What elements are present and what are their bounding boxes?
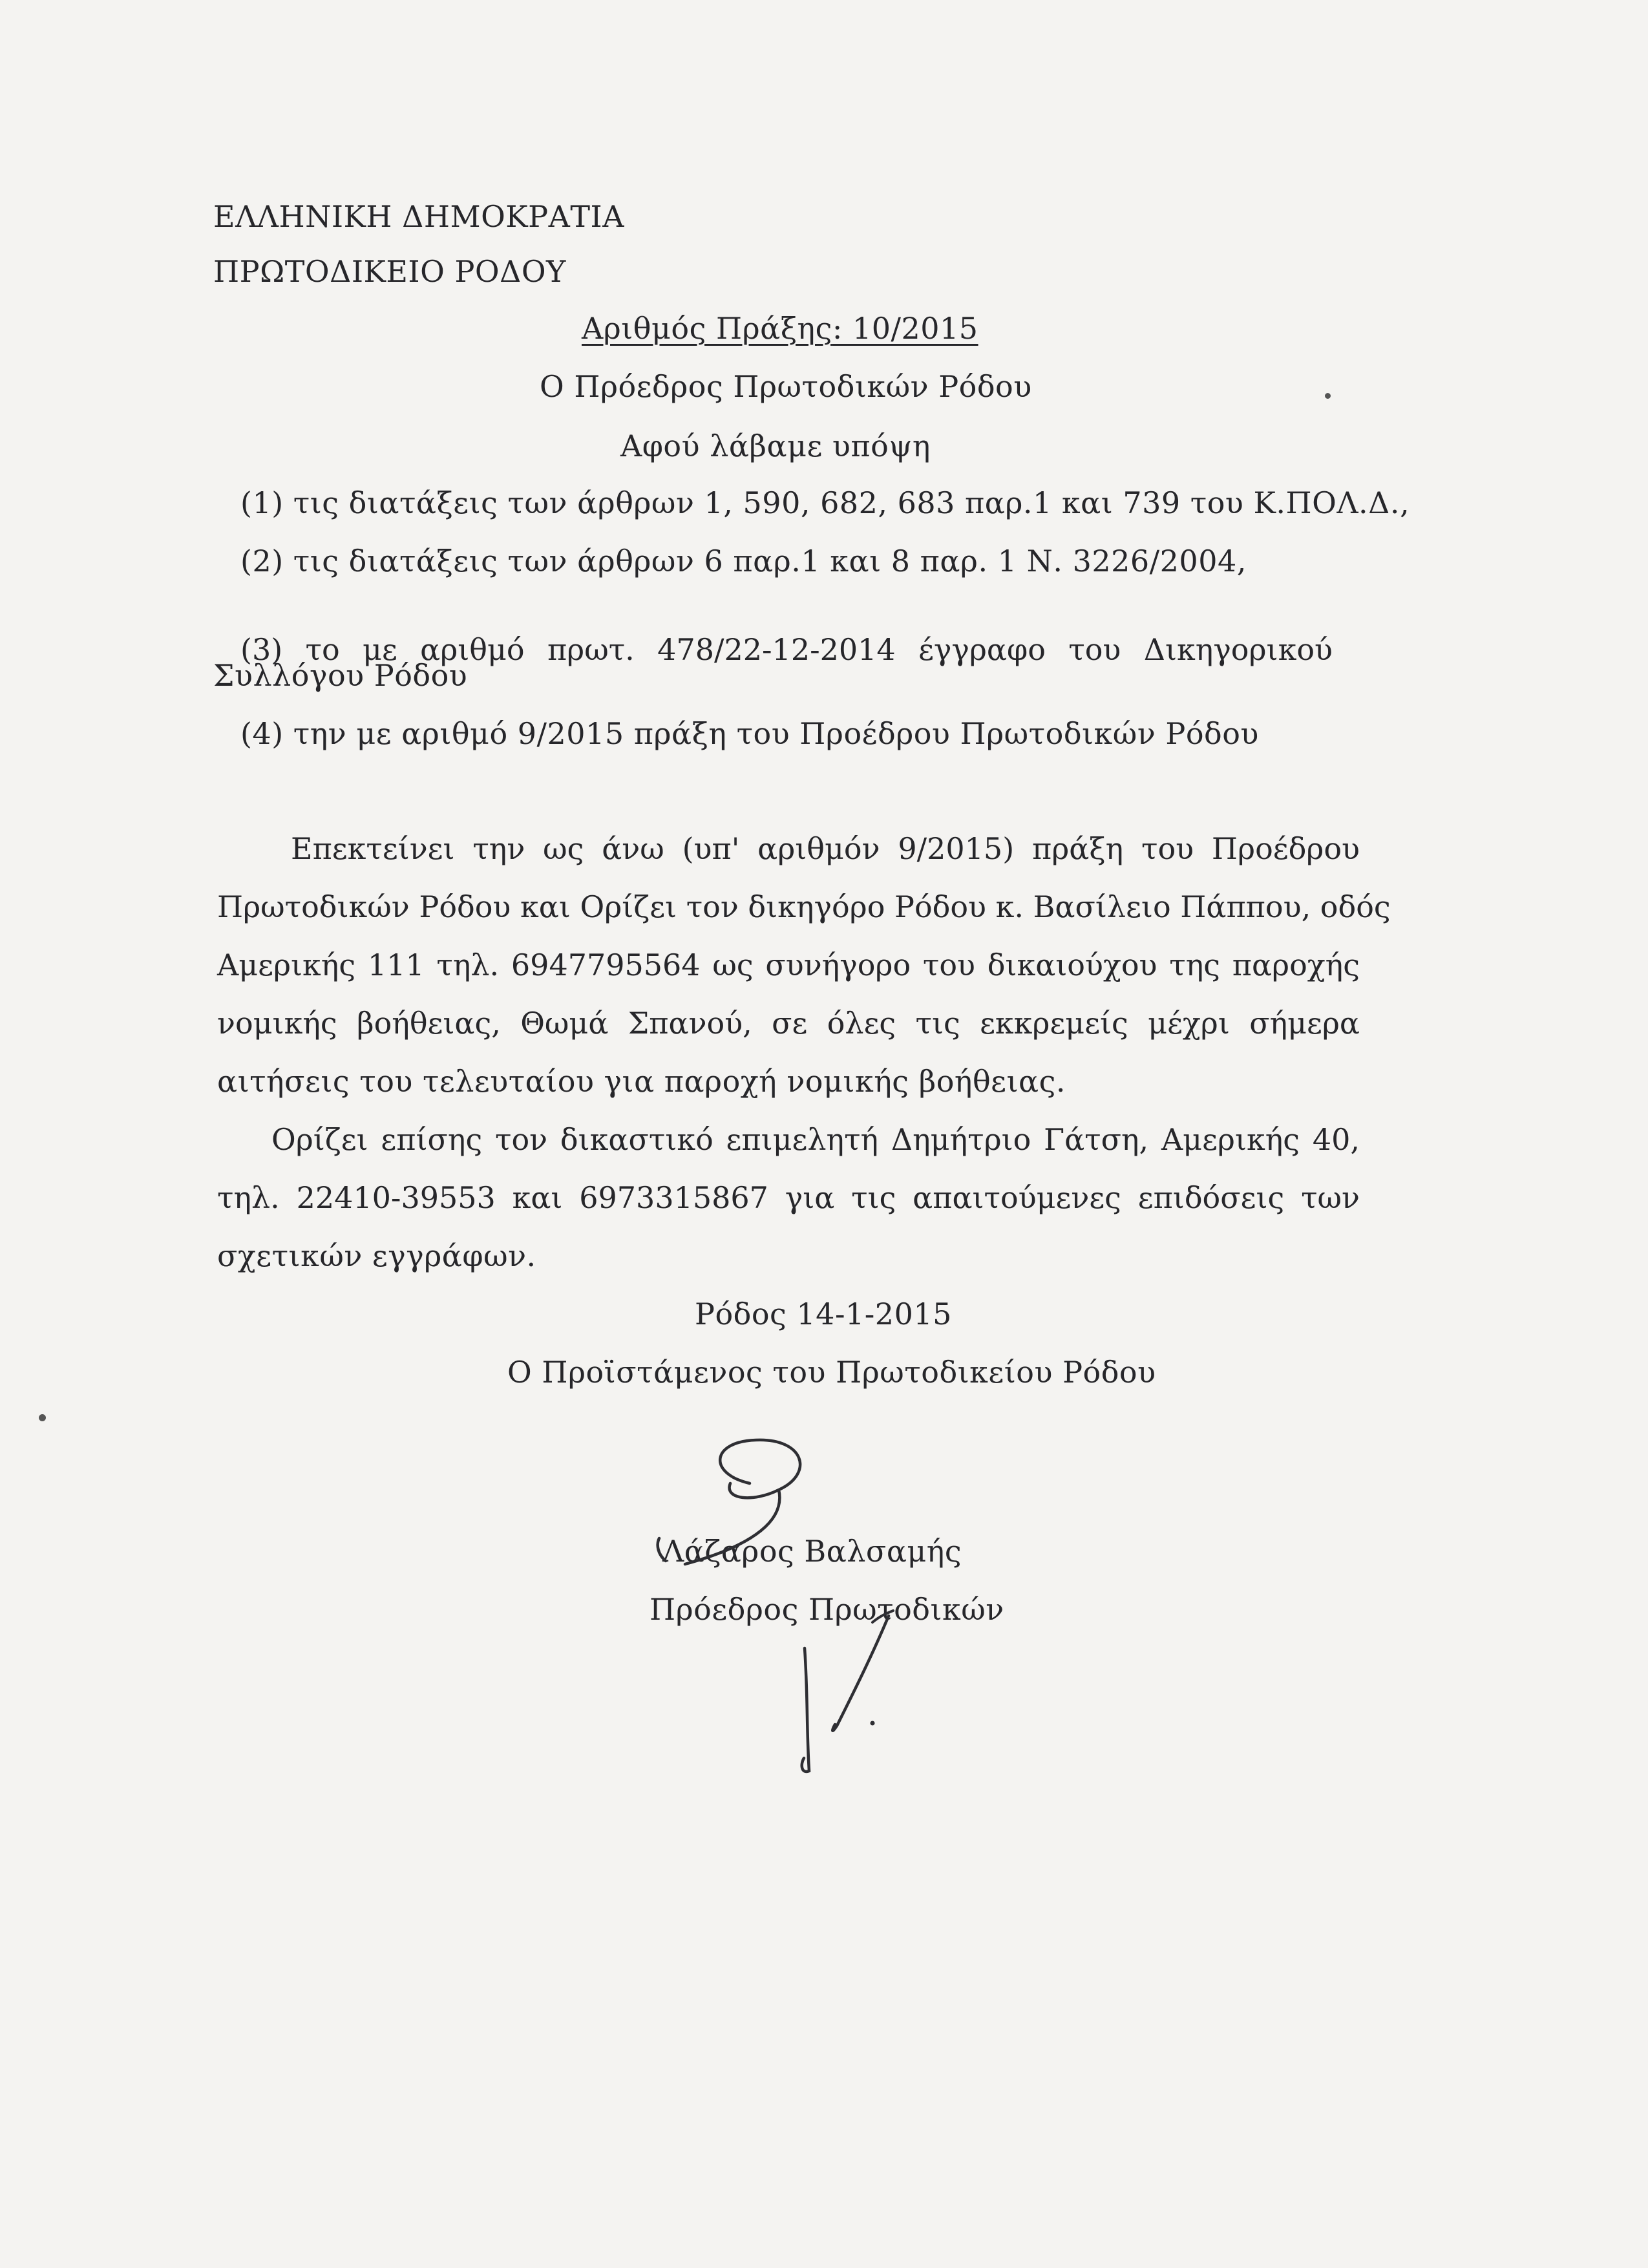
paragraph-1-line-1: Επεκτείνει την ως άνω (υπ' αριθμόν 9/2015) πράξη του Προέδρου xyxy=(291,831,1360,866)
consideration-3-line-2: Συλλόγου Ρόδου xyxy=(213,658,468,693)
act-number-label: Αριθμός Πράξης xyxy=(582,311,832,346)
signatory-role: Ο Προϊστάμενος του Πρωτοδικείου Ρόδου xyxy=(507,1355,1156,1390)
consideration-4: (4) την με αριθμό 9/2015 πράξη του Προέδρου Πρωτοδικών Ρόδου xyxy=(240,716,1259,751)
paragraph-1-line-2: Πρωτοδικών Ρόδου και Ορίζει τον δικηγόρο Ρόδου κ. Βασίλειο Πάππου, οδός xyxy=(217,889,1391,924)
consideration-3-line-1: (3) το με αριθμό πρωτ. 478/22-12-2014 έγγραφο του Δικηγορικού xyxy=(240,632,1333,667)
issuer-line: Ο Πρόεδρος Πρωτοδικών Ρόδου xyxy=(540,369,1032,404)
scan-speck xyxy=(39,1414,46,1421)
paragraph-2-line-2: τηλ. 22410-39553 και 6973315867 για τις απαιτούμενες επιδόσεις των xyxy=(217,1180,1360,1215)
paragraph-1-line-4: νομικής βοήθειας, Θωμά Σπανού, σε όλες τις εκκρεμείς μέχρι σήμερα xyxy=(217,1006,1360,1041)
consideration-1: (1) τις διατάξεις των άρθρων 1, 590, 682, 683 παρ.1 και 739 του Κ.ΠΟΛ.Δ., xyxy=(240,485,1410,520)
act-number-value: : 10/2015 xyxy=(832,311,978,346)
considering-line: Αφού λάβαμε υπόψη xyxy=(620,429,931,463)
paragraph-1-line-3: Αμερικής 111 τηλ. 6947795564 ως συνήγορο του δικαιούχου της παροχής xyxy=(217,948,1360,982)
paragraph-2-line-3: σχετικών εγγράφων. xyxy=(217,1238,536,1273)
scan-speck xyxy=(1325,393,1331,399)
act-number xyxy=(582,309,978,348)
signatory-title: Πρόεδρος Πρωτοδικών xyxy=(650,1592,1004,1627)
paragraph-2-line-1: Ορίζει επίσης τον δικαστικό επιμελητή Δημήτριο Γάτση, Αμερικής 40, xyxy=(271,1122,1360,1157)
signatory-name: Λάζαρος Βαλσαμής xyxy=(662,1534,962,1569)
handwritten-signature xyxy=(646,1422,918,1784)
country-heading: ΕΛΛΗΝΙΚΗ ΔΗΜΟΚΡΑΤΙΑ xyxy=(213,199,624,234)
consideration-2: (2) τις διατάξεις των άρθρων 6 παρ.1 και 8 παρ. 1 Ν. 3226/2004, xyxy=(240,544,1247,578)
court-heading: ΠΡΩΤΟΔΙΚΕΙΟ ΡΟΔΟΥ xyxy=(213,254,566,289)
paragraph-1-line-5: αιτήσεις του τελευταίου για παροχή νομικής βοήθειας. xyxy=(217,1064,1066,1099)
place-date: Ρόδος 14-1-2015 xyxy=(695,1297,952,1331)
